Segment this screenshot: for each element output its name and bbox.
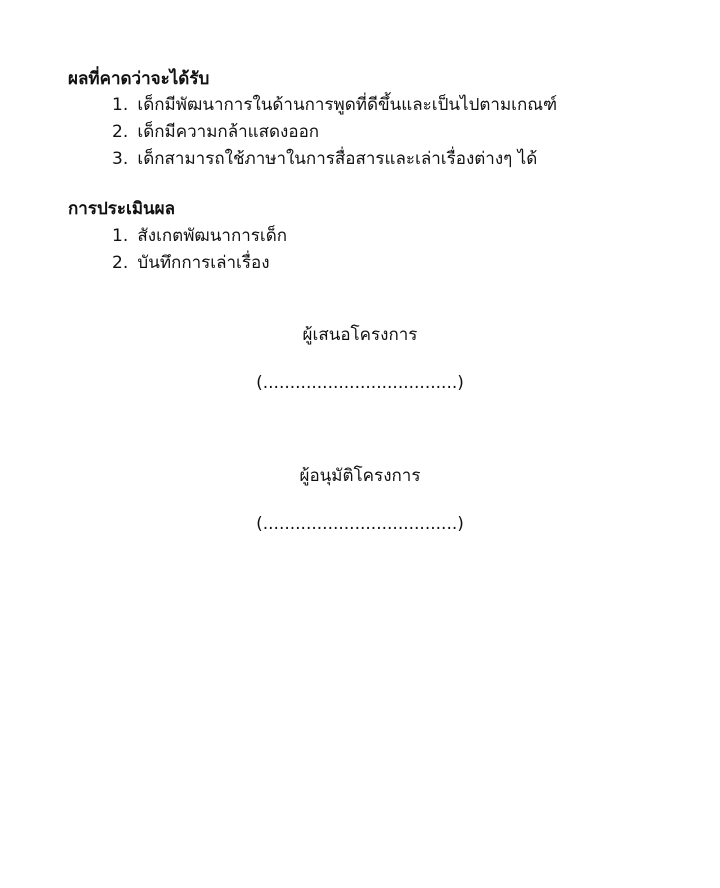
item-text: เด็กมีพัฒนาการในด้านการพูดที่ดีขึ้นและเป็นไปตามเกณฑ์ (137, 95, 558, 115)
item-number: 1. (112, 226, 129, 246)
list-item (112, 250, 287, 277)
item-number: 2. (112, 253, 129, 273)
item-text: เด็กสามารถใช้ภาษาในการสื่อสารและเล่าเรื่องต่างๆ ได้ (137, 149, 538, 169)
list-item (112, 146, 557, 173)
approver-signature-line: (....................................) (256, 514, 464, 534)
item-number: 1. (112, 95, 129, 115)
expected-results-heading: ผลที่คาดว่าจะได้รับ (68, 69, 210, 89)
list-item (112, 223, 287, 250)
item-text: สังเกตพัฒนาการเด็ก (137, 226, 288, 246)
expected-results-list (112, 92, 557, 173)
list-item (112, 92, 557, 119)
proposer-signature-line: (....................................) (256, 373, 464, 393)
proposer-title: ผู้เสนอโครงการ (302, 325, 418, 345)
approver-title: ผู้อนุมัติโครงการ (299, 466, 421, 486)
item-text: เด็กมีความกล้าแสดงออก (137, 122, 320, 142)
item-number: 3. (112, 149, 129, 169)
evaluation-list (112, 223, 287, 277)
evaluation-heading: การประเมินผล (68, 199, 176, 219)
list-item (112, 119, 557, 146)
item-text: บันทึกการเล่าเรื่อง (137, 253, 270, 273)
item-number: 2. (112, 122, 129, 142)
